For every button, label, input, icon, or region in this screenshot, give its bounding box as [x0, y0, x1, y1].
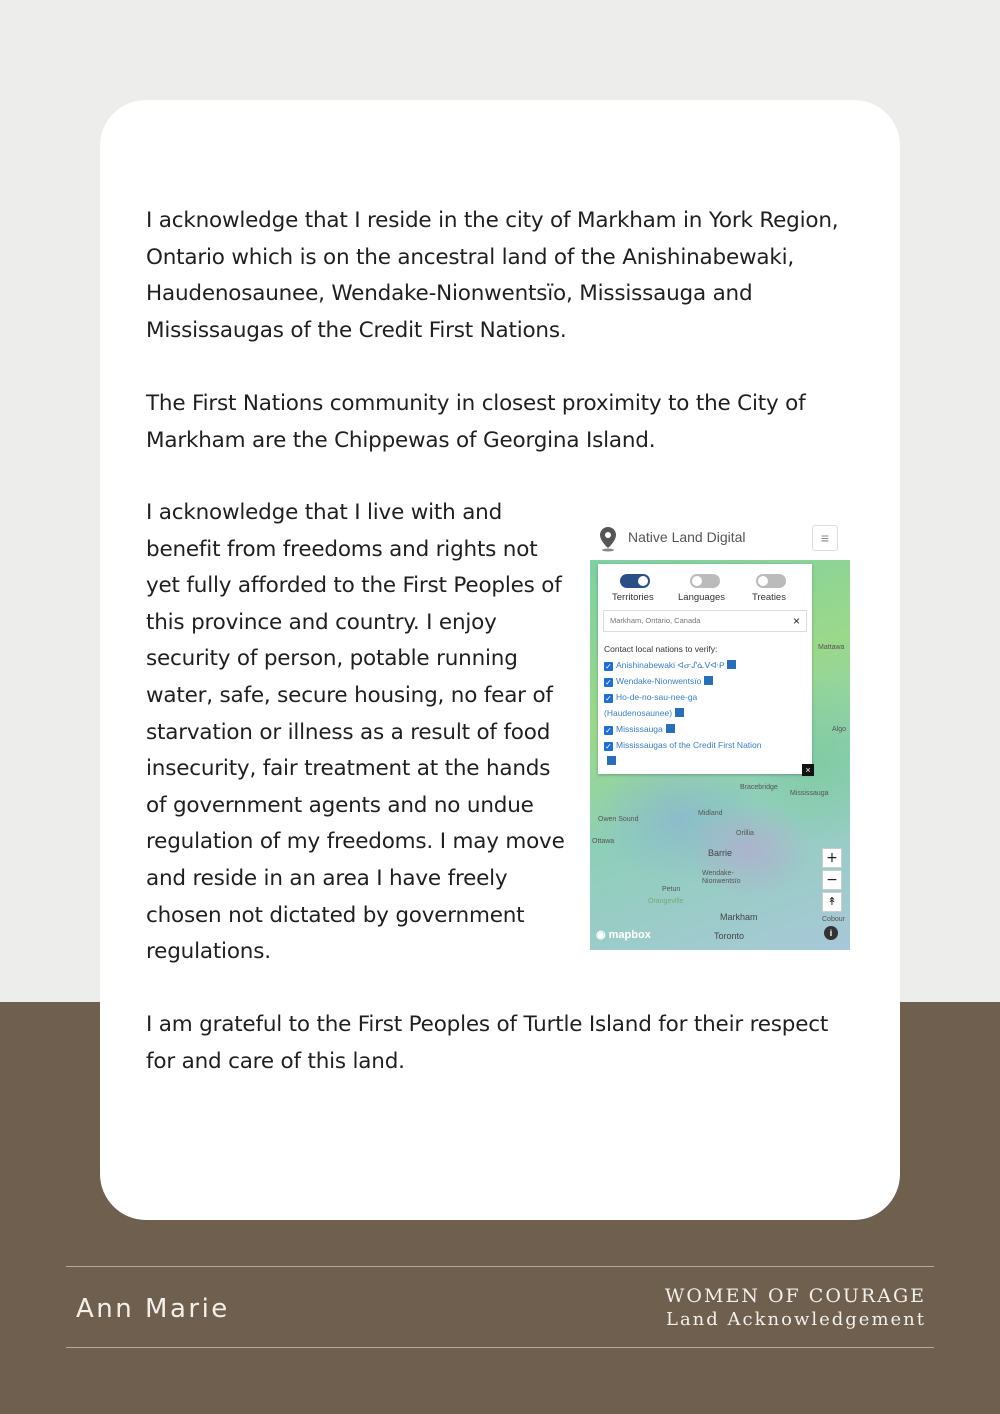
- contact-nations-heading: Contact local nations to verify:: [604, 644, 718, 654]
- search-value: Markham, Ontario, Canada: [610, 616, 701, 625]
- author-name: Ann Marie: [76, 1294, 230, 1324]
- location-search-input[interactable]: [603, 610, 807, 632]
- nation-name: Ho-de-no-sau-nee-ga: [616, 692, 698, 702]
- mapbox-attribution: mapbox: [608, 929, 651, 941]
- map-label-barrie: Barrie: [708, 848, 733, 858]
- external-link-icon[interactable]: [727, 660, 736, 669]
- nation-item[interactable]: [604, 692, 697, 703]
- treaties-toggle[interactable]: [756, 574, 786, 588]
- nation-name: (Haudenosaunee): [604, 708, 673, 718]
- compass-icon[interactable]: ↟: [822, 892, 842, 912]
- external-link-icon[interactable]: [675, 708, 684, 717]
- treaties-label: Treaties: [752, 592, 786, 603]
- map-label-markham: Markham: [720, 912, 758, 922]
- languages-toggle[interactable]: [690, 574, 720, 588]
- map-label-mattawa: Mattawa: [818, 644, 845, 651]
- territories-toggle[interactable]: [620, 574, 650, 588]
- map-label-cobourg: Cobour: [822, 916, 845, 923]
- map-app-title: Native Land Digital: [628, 529, 746, 545]
- footer-divider-top: [66, 1266, 934, 1267]
- info-icon[interactable]: i: [824, 926, 838, 940]
- external-link-icon[interactable]: [607, 756, 616, 765]
- document-subtitle: Land Acknowledgement: [666, 1309, 926, 1330]
- map-label-ottawa: Ottawa: [592, 838, 615, 845]
- map-label-bracebridge: Bracebridge: [740, 784, 778, 791]
- nation-item[interactable]: [604, 660, 736, 671]
- mapbox-logo: ◉ mapbox: [596, 929, 651, 941]
- nation-name: Wendake-Nionwentsïo: [616, 676, 702, 686]
- checkbox-icon[interactable]: ✓: [605, 662, 612, 671]
- clear-search-icon[interactable]: ×: [792, 614, 800, 628]
- map-label-orillia: Orillia: [736, 830, 754, 837]
- zoom-out-button[interactable]: −: [822, 870, 842, 890]
- footer-title: [665, 1284, 926, 1332]
- nation-name: Anishinabewaki ᐊᓂᔑᓈᐯᐘᑭ: [616, 660, 725, 670]
- acknowledgement-paragraph-4: I am grateful to the First Peoples of Turtle Island for their respect for and care of this land.: [146, 1012, 829, 1074]
- checkbox-icon[interactable]: ✓: [605, 678, 612, 687]
- map-label-orangeville: Orangeville: [648, 898, 684, 905]
- map-label-owen-sound: Owen Sound: [598, 816, 639, 823]
- nation-name: Mississaugas of the Credit First Nation: [616, 740, 762, 750]
- acknowledgement-paragraph-3: I acknowledge that I live with and benefit from freedoms and rights not yet fully afforded to the First Peoples of this province and country. I enjoy security of person, potable running water, safe, secure housing, no fear of starvation or illness as a result of food insecurity, fair treatment at the hands of government agents and no undue regulation of my freedoms. I may move and reside in an area I have freely chosen not dictated by government regulations.: [146, 500, 565, 965]
- map-label-wendake: Wendake- Nionwentsïo: [702, 870, 741, 885]
- close-panel-icon[interactable]: ×: [802, 764, 814, 776]
- zoom-in-button[interactable]: +: [822, 848, 842, 868]
- checkbox-icon[interactable]: ✓: [605, 726, 612, 735]
- hamburger-icon: ≡: [812, 525, 838, 551]
- nation-item[interactable]: [604, 676, 713, 687]
- nation-item[interactable]: [604, 740, 762, 751]
- nation-item[interactable]: [604, 724, 675, 735]
- map-label-mississauga: Mississauga: [790, 790, 829, 797]
- languages-label: Languages: [678, 592, 726, 603]
- nation-item-continued[interactable]: [604, 708, 684, 718]
- map-layers-panel: [598, 564, 812, 774]
- nation-name: Mississauga: [616, 724, 663, 734]
- map-header: [590, 518, 850, 560]
- location-pin-icon: [598, 526, 618, 552]
- external-link-icon[interactable]: [704, 676, 713, 685]
- map-label-midland: Midland: [698, 810, 723, 817]
- map-label-algonquin: Algo: [832, 726, 847, 733]
- footer-divider-bottom: [66, 1347, 934, 1348]
- acknowledgement-paragraph-2: The First Nations community in closest proximity to the City of Markham are the Chippewas of Georgina Island.: [146, 391, 806, 453]
- nation-item-continued[interactable]: [604, 756, 616, 766]
- map-label-toronto: Toronto: [714, 931, 745, 941]
- native-land-map-screenshot: [590, 518, 850, 950]
- checkbox-icon[interactable]: ✓: [605, 694, 612, 703]
- checkbox-icon[interactable]: ✓: [605, 742, 612, 751]
- map-label-petun: Petun: [662, 886, 681, 893]
- external-link-icon[interactable]: [666, 724, 675, 733]
- acknowledgement-paragraph-1: I acknowledge that I reside in the city of Markham in York Region, Ontario which is on the ancestral land of the Anishinabewaki, Haudenosaunee, Wendake-Nionwentsïo, Mississauga and Mississaugas of the Credit First Nations.: [146, 208, 839, 343]
- map-canvas: [590, 560, 850, 950]
- series-title: WOMEN OF COURAGE: [664, 1285, 926, 1307]
- territories-label: Territories: [612, 592, 654, 603]
